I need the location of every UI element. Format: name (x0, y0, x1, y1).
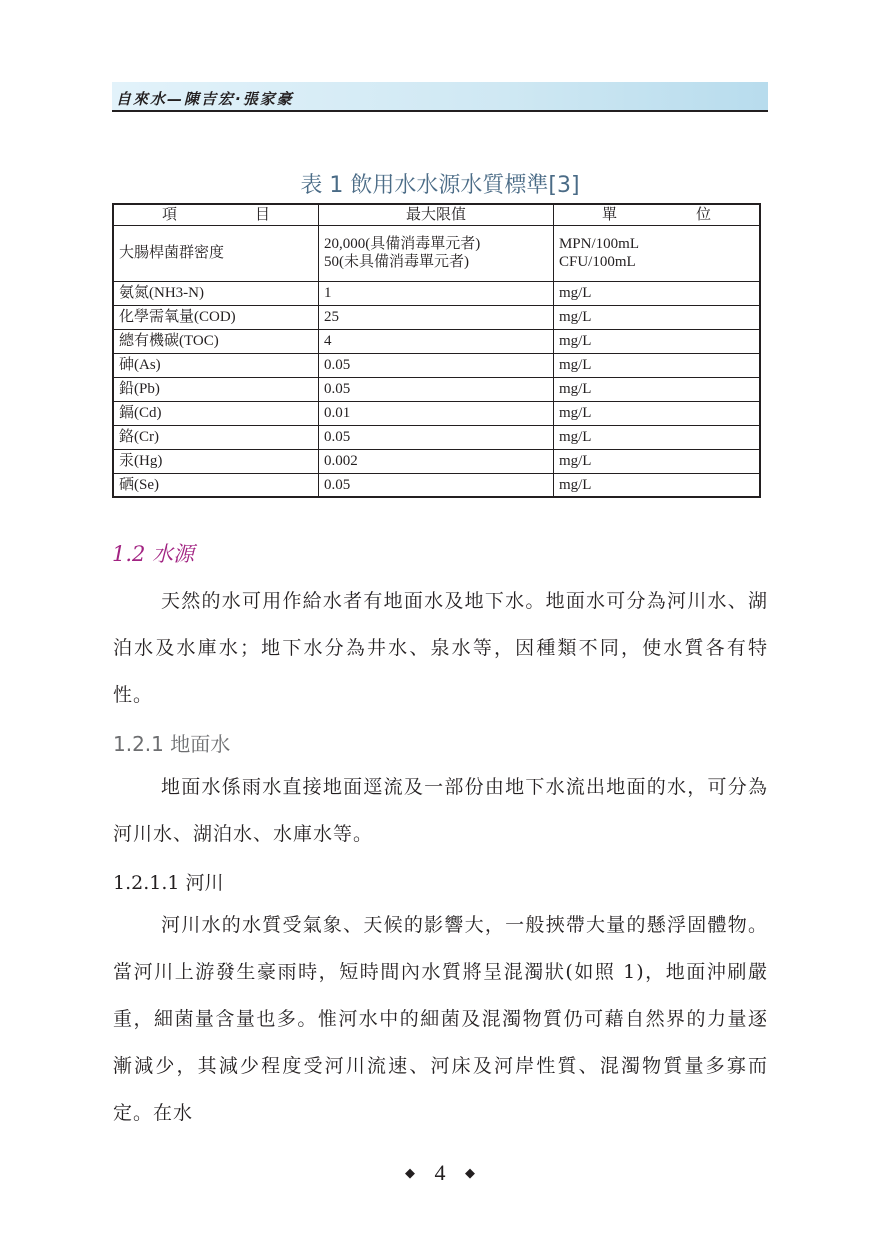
subsubsection-heading: 1.2.1.1 河川 (113, 872, 224, 894)
subsection-paragraph: 地面水係雨水直接地面逕流及一部份由地下水流出地面的水，可分為河川水、湖泊水、水庫水等。 (113, 776, 768, 845)
cell-item: 總有機碳(TOC) (113, 329, 319, 353)
cell-max-line: 50(未具備消毒單元者) (324, 254, 469, 270)
running-header (112, 82, 768, 112)
cell-unit: mg/L (553, 449, 760, 473)
section-heading: 1.2 水源 (112, 542, 195, 566)
cell-unit-line: CFU/100mL (558, 254, 636, 270)
cell-item: 鎘(Cd) (113, 401, 319, 425)
subsubsection-paragraph: 河川水的水質受氣象、天候的影響大，一般挾帶大量的懸浮固體物。當河川上游發生豪雨時，短時間內水質將呈混濁狀(如照 1)，地面沖刷嚴重，細菌量含量也多。惟河水中的細菌及混濁物質仍可藉自然界的力量逐漸減少，其減少程度受河川流速、河床及河岸性質、混濁物質量多寡而定。在水 (113, 914, 768, 1124)
cell-unit-line: MPN/100mL (558, 236, 639, 252)
header-item: 項 目 (113, 204, 319, 225)
cell-max: 0.05 (319, 377, 554, 401)
table-row (113, 353, 760, 377)
cell-max-line: 20,000(具備消毒單元者) (324, 236, 481, 252)
cell-item: 化學需氧量(COD) (113, 305, 319, 329)
ornament-right: ◆ (465, 1165, 475, 1180)
table-row (113, 473, 760, 497)
cell-max: 0.05 (319, 353, 554, 377)
cell-item: 大腸桿菌群密度 (113, 225, 319, 281)
cell-unit: mg/L (553, 329, 760, 353)
table-row (113, 225, 760, 281)
subsection-heading: 1.2.1 地面水 (113, 732, 231, 756)
cell-unit: mg/L (553, 305, 760, 329)
page-footer (0, 1160, 880, 1186)
cell-unit: mg/L (553, 425, 760, 449)
header-max: 最大限值 (319, 204, 554, 225)
table-header-row (113, 204, 760, 225)
table-row (113, 329, 760, 353)
header-unit: 單 位 (553, 204, 760, 225)
cell-max: 1 (319, 281, 554, 305)
page-number: 4 (434, 1160, 446, 1185)
cell-item: 鉛(Pb) (113, 377, 319, 401)
cell-max: 0.01 (319, 401, 554, 425)
table-row (113, 377, 760, 401)
table-row (113, 305, 760, 329)
cell-unit: mg/L (553, 473, 760, 497)
cell-item: 砷(As) (113, 353, 319, 377)
cell-item: 硒(Se) (113, 473, 319, 497)
cell-max: 0.05 (319, 473, 554, 497)
cell-unit: mg/L (553, 281, 760, 305)
cell-unit: mg/L (553, 401, 760, 425)
table-row (113, 425, 760, 449)
cell-unit: mg/L (553, 377, 760, 401)
cell-unit (553, 225, 760, 281)
running-title: 自來水—陳吉宏·張家豪 (116, 90, 294, 108)
ornament-left: ◆ (405, 1165, 415, 1180)
cell-max: 25 (319, 305, 554, 329)
cell-item: 鉻(Cr) (113, 425, 319, 449)
table-row (113, 401, 760, 425)
water-quality-table (112, 203, 761, 498)
table-row (113, 449, 760, 473)
cell-item: 氨氮(NH3-N) (113, 281, 319, 305)
cell-max: 4 (319, 329, 554, 353)
cell-max: 0.05 (319, 425, 554, 449)
table-caption: 表 1 飲用水水源水質標準[3] (300, 173, 580, 198)
cell-max (319, 225, 554, 281)
cell-item: 汞(Hg) (113, 449, 319, 473)
table-row (113, 281, 760, 305)
cell-max: 0.002 (319, 449, 554, 473)
cell-unit: mg/L (553, 353, 760, 377)
intro-paragraph: 天然的水可用作給水者有地面水及地下水。地面水可分為河川水、湖泊水及水庫水；地下水分為井水、泉水等，因種類不同，使水質各有特性。 (113, 590, 768, 706)
